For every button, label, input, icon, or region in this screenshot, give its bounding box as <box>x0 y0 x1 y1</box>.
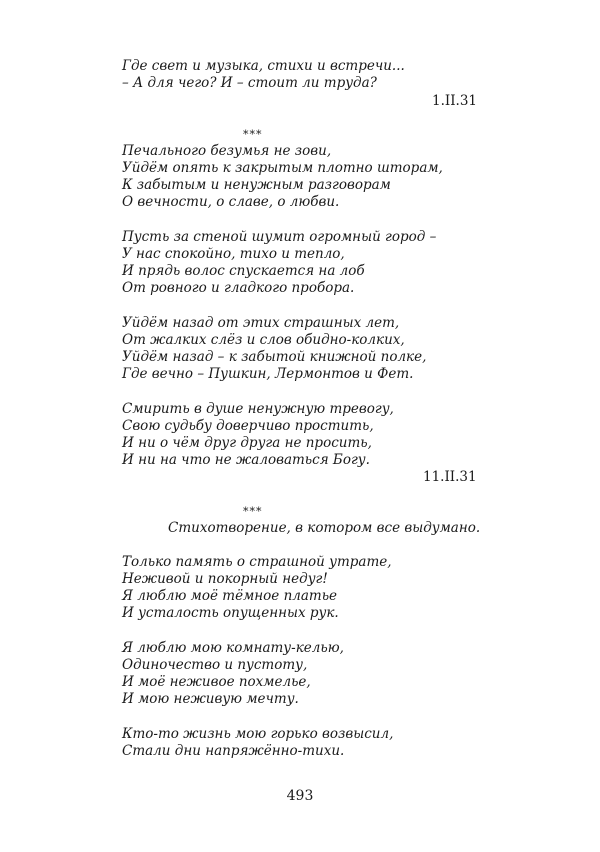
poem-line: От ровного и гладкого пробора. <box>122 280 355 296</box>
poem-line: К забытым и ненужным разговорам <box>122 177 391 193</box>
poem-date: 1.II.31 <box>432 93 478 109</box>
poem-line: Где вечно – Пушкин, Лермонтов и Фет. <box>122 366 414 382</box>
poem-line: Я люблю мою комнату-келью, <box>122 640 344 656</box>
poem-subtitle: Стихотворение, в котором все выдумано. <box>168 520 481 536</box>
poem-line: Уйдём назад – к забытой книжной полке, <box>122 349 427 365</box>
poem-line: О вечности, о славе, о любви. <box>122 194 340 210</box>
poem-line: Только память о страшной утрате, <box>122 554 392 570</box>
poem-line: Свою судьбу доверчиво простить, <box>122 418 374 434</box>
poem-line: Одиночество и пустоту, <box>122 657 308 673</box>
poem-line: Кто-то жизнь мою горько возвысил, <box>122 726 394 742</box>
poem-line: Уйдём назад от этих страшных лет, <box>122 315 400 331</box>
poem-line: И мою неживую мечту. <box>122 691 299 707</box>
poem-line: У нас спокойно, тихо и тепло, <box>122 246 345 262</box>
poem-date: 11.II.31 <box>423 469 477 485</box>
poem-line: Я люблю моё тёмное платье <box>122 588 338 604</box>
poem-line: Пусть за стеной шумит огромный город – <box>122 229 437 245</box>
poem-line: Неживой и покорный недуг! <box>122 571 328 587</box>
poem-line: Где свет и музыка, стихи и встречи... <box>122 58 405 74</box>
poem-line: И усталость опущенных рук. <box>122 605 339 621</box>
poem-line: И прядь волос спускается на лоб <box>122 263 365 279</box>
section-separator: *** <box>243 505 263 518</box>
poem-line: Стали дни напряжённо-тихи. <box>122 743 345 759</box>
poem-line: И моё неживое похмелье, <box>122 674 311 690</box>
poem-line: Смирить в душе ненужную тревогу, <box>122 401 394 417</box>
poem-line: Печального безумья не зови, <box>122 143 332 159</box>
poem-line: – А для чего? И – стоит ли труда? <box>122 75 377 91</box>
page-number: 493 <box>286 788 314 804</box>
poem-line: И ни на что не жаловаться Богу. <box>122 452 370 468</box>
poem-line: И ни о чём друг друга не просить, <box>122 435 372 451</box>
poem-line: Уйдём опять к закрытым плотно шторам, <box>122 160 443 176</box>
poem-line: От жалких слёз и слов обидно-колких, <box>122 332 405 348</box>
section-separator: *** <box>243 128 263 141</box>
